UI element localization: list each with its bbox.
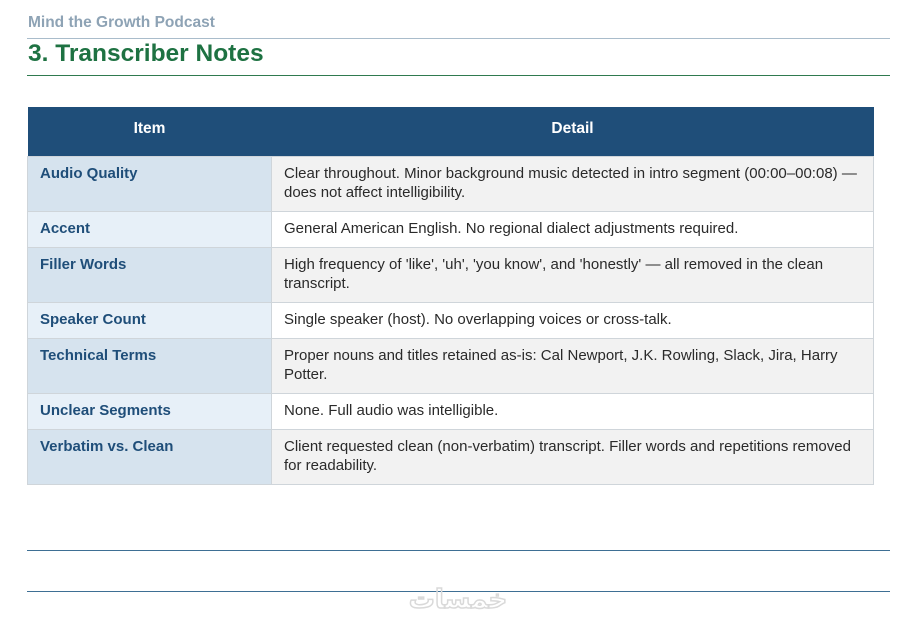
row-detail-verbatim-vs-clean: Client requested clean (non-verbatim) transcript. Filler words and repetitions removed for readability. (272, 430, 874, 485)
row-item-speaker-count: Speaker Count (28, 303, 272, 339)
table-row (28, 248, 874, 303)
table-row (28, 430, 874, 485)
footer-divider-1 (27, 550, 890, 551)
table-row (28, 303, 874, 339)
podcast-name: Mind the Growth Podcast (28, 14, 215, 31)
transcriber-notes-table (27, 107, 874, 485)
row-detail-accent: General American English. No regional dialect adjustments required. (272, 212, 874, 248)
title-divider (27, 75, 890, 76)
watermark-logo (398, 582, 518, 616)
table-row (28, 394, 874, 430)
top-divider (27, 38, 890, 39)
row-detail-technical-terms: Proper nouns and titles retained as-is: Cal Newport, J.K. Rowling, Slack, Jira, Harry Potter. (272, 339, 874, 394)
table-row (28, 339, 874, 394)
row-item-technical-terms: Technical Terms (28, 339, 272, 394)
table-row (28, 212, 874, 248)
row-detail-filler-words: High frequency of 'like', 'uh', 'you know', and 'honestly' — all removed in the clean transcript. (272, 248, 874, 303)
watermark-text: خمسات (408, 585, 508, 615)
row-detail-speaker-count: Single speaker (host). No overlapping voices or cross-talk. (272, 303, 874, 339)
column-header-item: Item (28, 107, 272, 157)
row-detail-audio-quality: Clear throughout. Minor background music detected in intro segment (00:00–00:08) — does not affect intelligibility. (272, 157, 874, 212)
table-row (28, 157, 874, 212)
section-title: 3. Transcriber Notes (28, 40, 264, 67)
row-item-accent: Accent (28, 212, 272, 248)
column-header-detail: Detail (272, 107, 874, 157)
row-item-audio-quality: Audio Quality (28, 157, 272, 212)
row-detail-unclear-segments: None. Full audio was intelligible. (272, 394, 874, 430)
row-item-filler-words: Filler Words (28, 248, 272, 303)
table-header-row (28, 107, 874, 157)
row-item-verbatim-vs-clean: Verbatim vs. Clean (28, 430, 272, 485)
row-item-unclear-segments: Unclear Segments (28, 394, 272, 430)
